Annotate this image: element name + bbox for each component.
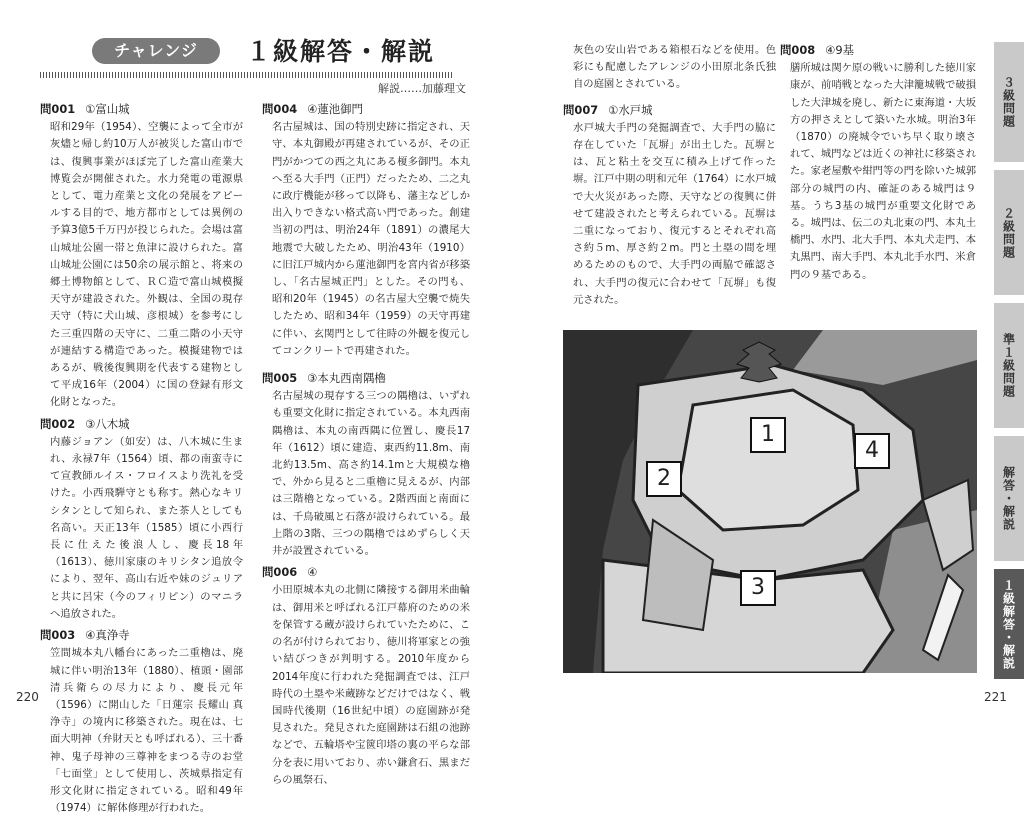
question-number: 問007 bbox=[563, 102, 599, 117]
tab-grade2-questions[interactable]: ２級問題 bbox=[994, 170, 1024, 295]
question-number: 問004 bbox=[262, 102, 298, 116]
question-heading bbox=[262, 564, 470, 581]
question-number: 問002 bbox=[40, 416, 76, 431]
question-answer: ④蓮池御門 bbox=[307, 102, 363, 116]
explanation-text: 名古屋城は、国の特別史跡に指定され、天守、本丸御殿が再建されているが、その正門がかつての西之丸にある榎多御門。本丸へ至る大手門（正門）だったため、二之丸に政庁機能が移って以降も、藩主などしか出入りできない格式高い門であった。創建当初の門は、明治24年（1891）の濃尾大地震で大破したため、明治43年（1910）に旧江戸城内から蓮池御門を宮内省が移築し、「名古屋城正門」とした。その門も、昭和20年（1945）の名古屋大空襲で焼失したため、昭和34年（1959）の天守再建に伴い、玄関門として往時の外観を復元してコンクリートで再建された。 bbox=[272, 121, 470, 357]
question-number: 問003 bbox=[40, 628, 76, 643]
castle-map-image bbox=[563, 330, 977, 673]
continuation-text: 灰色の安山岩である箱根石などを使用。色彩にも配慮したアレンジの小田原北条氏独自の庭園とされている。 bbox=[573, 44, 776, 91]
question-number: 問006 bbox=[262, 565, 298, 580]
question-answer: ③八木城 bbox=[85, 416, 130, 431]
page-title: １級解答・解説 bbox=[246, 37, 436, 66]
map-marker-3: 3 bbox=[740, 570, 776, 606]
castle-map-drawing bbox=[563, 330, 977, 673]
left-column bbox=[40, 97, 243, 817]
explanation-text: 昭和29年（1954）、空襲によって全市が灰燼と帰し約10万人が被災した富山市では、復興事業がほぼ完了した富山産業大博覧会が開催された。水力発電の電源県として、電力産業と文化の発展をアピールする目的で、地方都市としては異例の予算3億5千万円が投じられた。会場は富山城址公園一帯と魚津に設けられた。富山城址公園には50余の展示館と、将来の郷土博物館として、ＲＣ造で富山城模擬天守が建設された。外観は、全国の現存天守（特に犬山城、彦根城）を参考にした三重四階の天守に、二重二階の小天守が連結する構造であった。模擬建物ではあるが、戦後復興期を代表する建物として平成16年（2004）に国の登録有形文化財となった。 bbox=[50, 121, 243, 409]
question-heading bbox=[780, 42, 976, 59]
question-answer: ①富山城 bbox=[85, 102, 130, 116]
question-number: 問005 bbox=[262, 371, 298, 386]
question-heading bbox=[40, 416, 243, 433]
question-heading bbox=[40, 101, 243, 118]
tab-grade3-questions[interactable]: ３級問題 bbox=[994, 42, 1024, 162]
question-heading bbox=[262, 101, 470, 118]
question-number: 問001 bbox=[40, 102, 76, 116]
question-heading bbox=[40, 627, 243, 644]
question-answer: ④ bbox=[307, 565, 318, 580]
tab-pre-grade1-questions[interactable]: 準１級問題 bbox=[994, 303, 1024, 428]
explanation-text: 内藤ジョアン（如安）は、八木城に生まれ、永禄7年（1564）頃、都の南蛮寺にて宣教師ルイス・フロイスより洗礼を受けた。小西飛騨守とも称す。熱心なキリシタンとして知られ、また茶人としても名高い。天正13年（1585）頃に小西行長に仕えた後浪人し、慶長18年（1613）、徳川家康のキリシタン追放令により、翌年、高山右近や妹のジュリアと共に呂宋（今のフィリピン）のマニラへ追放された。 bbox=[50, 435, 243, 620]
question-answer: ④9基 bbox=[825, 43, 855, 57]
question-number: 問008 bbox=[780, 43, 816, 57]
tab-grade1-answers[interactable]: １級解答・解説 bbox=[994, 569, 1024, 679]
page-number-right: 221 bbox=[984, 690, 1007, 704]
map-marker-1: 1 bbox=[750, 417, 786, 453]
question-answer: ③本丸西南隅櫓 bbox=[307, 371, 386, 386]
author-credit: 解説……加藤理文 bbox=[378, 82, 466, 95]
right-column bbox=[563, 42, 776, 309]
explanation-text: 水戸城大手門の発掘調査で、大手門の脇に存在していた「瓦塀」が出土した。瓦塀とは、瓦と粘土を交互に積み上げて作った塀。江戸中期の明和元年（1764）に水戸城で大火災があった際、天守などの復興に併せて建設されたと考えられている。瓦塀は二重になっており、復元するとそれぞれ高さ約５m、厚さ約２m。門と土塁の間を埋めるためのもので、大手門の両脇で確認され、大手門の復元に合わせて「瓦塀」も復元された。 bbox=[573, 121, 776, 306]
middle-column bbox=[262, 97, 470, 789]
challenge-badge: チャレンジ bbox=[92, 38, 220, 64]
map-marker-2: 2 bbox=[646, 461, 682, 497]
question-answer: ④真浄寺 bbox=[85, 628, 130, 643]
header-rule bbox=[40, 72, 454, 78]
explanation-text: 膳所城は関ケ原の戦いに勝利した徳川家康が、前哨戦となった大津籠城戦で破損した大津城を廃し、新たに東海道・大坂方の押さえとして築いた水城。明治3年（1870）の廃城令でいち早く取り壊されて、城門などは近くの神社に移築された。家老屋敷や紺門等の門を除いた城郭部分の城門の内、確証のある城門は９基。うち3基の城門が重要文化財である。城門は、伝二の丸北東の門、本丸土橋門、水門、北大手門、本丸犬走門、本丸黒門、南大手門、本丸北手水門、米倉門の９基である。 bbox=[790, 62, 976, 281]
explanation-text: 名古屋城の現存する三つの隅櫓は、いずれも重要文化財に指定されている。本丸西南隅櫓は、本丸の南西隅に位置し、慶長17年（1612）頃に建造、東西約11.8m、南北約13.5m、高さ約14.1mと大規模な櫓で、外から見ると二重櫓に見えるが、内部は三階櫓となっている。2階西面と南面には、千鳥破風と石落が設けられている。最上階の3階、三つの隅櫓ではめずらしく天井が設置されている。 bbox=[272, 390, 470, 558]
explanation-text: 小田原城本丸の北側に隣接する御用米曲輪は、御用米と呼ばれる江戸幕府のための米を保管する蔵が設けられていたために、この名が付けられており、徳川将軍家との強い結びつきが判明する。2010年度から2014年度に行われた発掘調査では、江戸時代の土塁や米蔵跡などだけではなく、戦国時代後期（16世紀中頃）の庭園跡が発見された。発見された庭園跡は石組の池跡などで、五輪塔や宝篋印塔の裏の平らな部分を表に用いており、赤い鎌倉石、黒まだらの風祭石、 bbox=[272, 584, 470, 786]
side-tabs bbox=[994, 42, 1024, 672]
map-marker-4: 4 bbox=[854, 433, 890, 469]
question-answer: ①水戸城 bbox=[608, 102, 653, 117]
question-heading bbox=[262, 370, 470, 387]
explanation-text: 笠間城本丸八幡台にあった二重櫓は、廃城に伴い明治13年（1880）、植頭・園部清兵衛らの尽力により、慶長元年（1596）に開山した「日蓮宗 長耀山 真浄寺」の境内に移築された。現在は、七面大明神（弁財天とも呼ばれる）、三十番神、鬼子母神の三尊神をまつる寺のお堂「七面堂」として使用し、茨城県指定有形文化財に指定されている。昭和49年（1974）に解体修理が行われた。 bbox=[50, 647, 243, 815]
tab-answers-explanations[interactable]: 解答・解説 bbox=[994, 436, 1024, 561]
far-right-column bbox=[780, 42, 976, 284]
question-heading bbox=[563, 102, 776, 119]
page-number-left: 220 bbox=[16, 690, 39, 704]
